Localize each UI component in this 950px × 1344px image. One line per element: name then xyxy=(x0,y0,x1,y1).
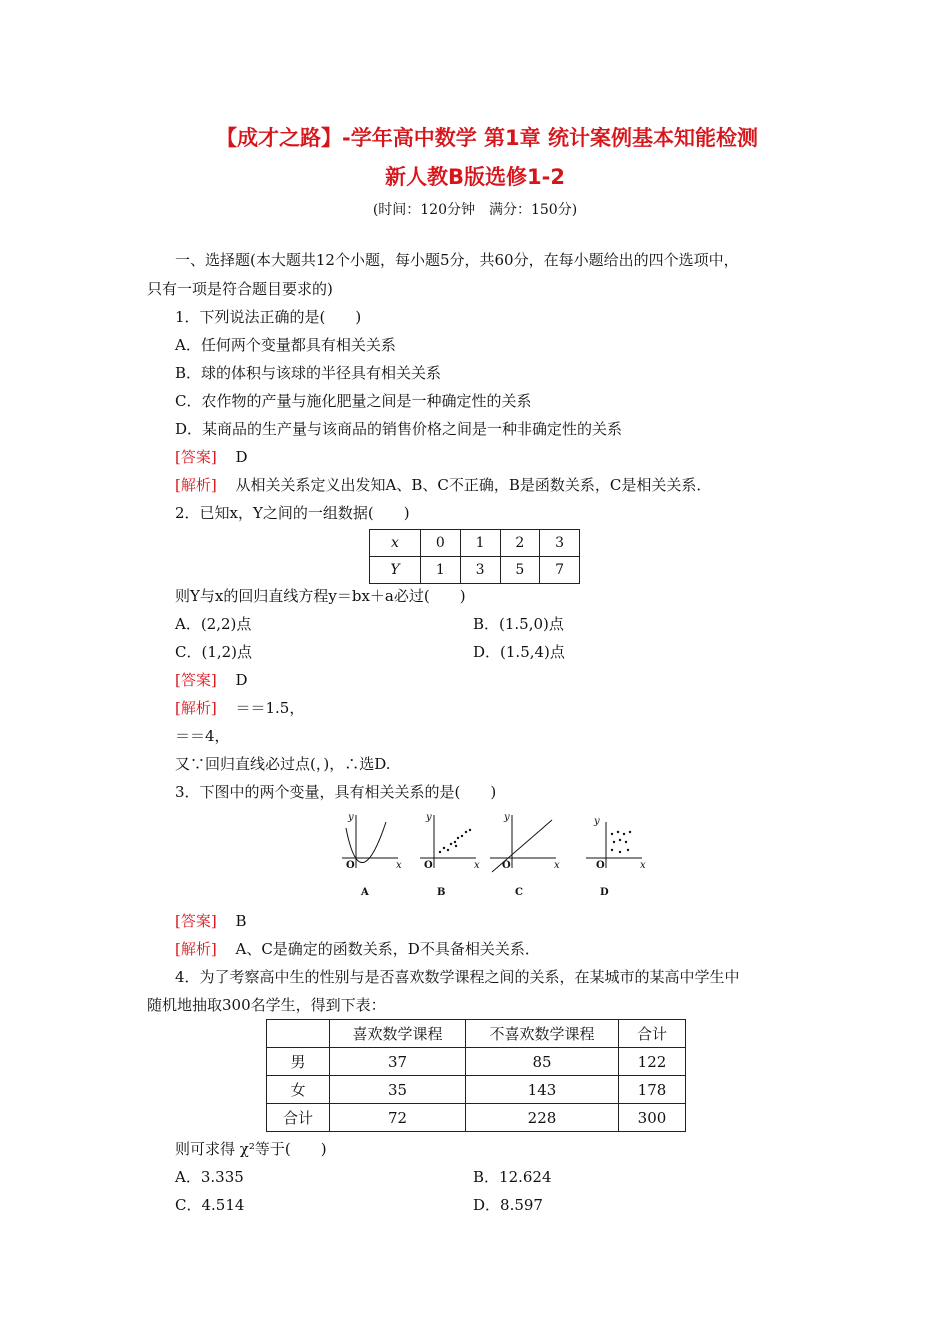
scatter-dot xyxy=(450,843,452,845)
scatter-dot xyxy=(465,831,467,833)
scatter-dot xyxy=(625,841,627,843)
table-cell: 1 xyxy=(460,530,500,557)
axis-label-y: y xyxy=(426,812,432,823)
axis-label-y: y xyxy=(348,812,354,823)
table-cell: 喜欢数学课程 xyxy=(330,1020,466,1048)
scatter-dot xyxy=(619,839,621,841)
table-cell: 72 xyxy=(330,1104,466,1132)
q3-analysis-row xyxy=(175,939,540,959)
table-cell: 228 xyxy=(466,1104,619,1132)
origin-label: O xyxy=(502,860,511,871)
axis-label-y: y xyxy=(504,812,510,823)
q4-option-d: D．8.597 xyxy=(473,1196,543,1214)
table-cell: 3 xyxy=(460,557,500,584)
scatter-dot xyxy=(613,841,615,843)
table-cell: 3 xyxy=(540,530,580,557)
analysis-tag: [解析] xyxy=(175,476,217,494)
table-cell: 37 xyxy=(330,1048,466,1076)
q4-contingency-table xyxy=(266,1019,686,1132)
q4-stem-line1: 4．为了考察高中生的性别与是否喜欢数学课程之间的关系，在某城市的某高中学生中 xyxy=(175,968,740,986)
exam-time-info: (时间：120分钟 满分：150分) xyxy=(372,202,578,218)
q3-answer-row xyxy=(175,911,247,931)
q2-answer: D xyxy=(235,671,248,689)
analysis-tag: [解析] xyxy=(175,940,217,958)
origin-label: O xyxy=(424,860,433,871)
table-cell xyxy=(267,1020,330,1048)
scatter-dot xyxy=(461,835,463,837)
origin-label: O xyxy=(596,860,605,871)
figure-label-c: C xyxy=(515,887,523,898)
scatter-dot xyxy=(619,851,621,853)
q1-option-a: A．任何两个变量都具有相关关系 xyxy=(175,336,396,354)
scatter-dot xyxy=(439,851,441,853)
table-cell: 5 xyxy=(500,557,540,584)
q4-line2: 则可求得 χ²等于( ) xyxy=(175,1140,327,1158)
scatter-dot xyxy=(457,837,459,839)
q3-analysis: A、C是确定的函数关系，D不具备相关关系． xyxy=(235,940,540,958)
q1-answer-row xyxy=(175,447,248,467)
origin-label: O xyxy=(346,860,355,871)
scatter-dot xyxy=(469,829,471,831)
axis-label-x: x xyxy=(474,860,480,871)
q1-analysis: 从相关关系定义出发知A、B、C不正确，B是函数关系，C是相关关系． xyxy=(235,476,712,494)
table-cell: 35 xyxy=(330,1076,466,1104)
q2-option-c: C．(1,2)点 xyxy=(175,643,253,661)
q1-option-c: C．农作物的产量与施化肥量之间是一种确定性的关系 xyxy=(175,392,532,410)
q1-option-d: D．某商品的生产量与该商品的销售价格之间是一种非确定性的关系 xyxy=(175,420,623,438)
q1-analysis-row xyxy=(175,475,711,495)
table-cell: 7 xyxy=(540,557,580,584)
scatter-dot xyxy=(443,847,445,849)
figure-label-b: B xyxy=(437,887,446,898)
q4-option-b: B．12.624 xyxy=(473,1168,552,1186)
q1-answer: D xyxy=(235,448,248,466)
answer-tag: [答案] xyxy=(175,671,217,689)
scatter-dot xyxy=(623,833,625,835)
figure-label-a: A xyxy=(361,887,369,898)
q3-stem: 3．下图中的两个变量，具有相关关系的是( ) xyxy=(175,783,497,801)
table-cell: 男 xyxy=(267,1048,330,1076)
q4-option-a: A．3.335 xyxy=(175,1168,244,1186)
axis-label-x: x xyxy=(554,860,560,871)
q2-option-b: B．(1.5,0)点 xyxy=(473,615,564,633)
figure-label-d: D xyxy=(600,887,609,898)
axis-label-x: x xyxy=(396,860,402,871)
table-cell: 122 xyxy=(619,1048,686,1076)
section-intro-line1: 一、选择题(本大题共12个小题，每小题5分，共60分，在每小题给出的四个选项中， xyxy=(175,251,739,269)
axis-label-x: x xyxy=(640,860,646,871)
scatter-dot xyxy=(627,849,629,851)
table-cell: 143 xyxy=(466,1076,619,1104)
scatter-dot xyxy=(611,849,613,851)
table-cell: 女 xyxy=(267,1076,330,1104)
scatter-dot xyxy=(617,831,619,833)
table-cell: 0 xyxy=(421,530,461,557)
q1-option-b: B．球的体积与该球的半径具有相关关系 xyxy=(175,364,442,382)
q2-stem: 2．已知x，Y之间的一组数据( ) xyxy=(175,504,410,522)
table-cell: 合计 xyxy=(267,1104,330,1132)
linear-line xyxy=(492,820,552,872)
axis-label-y: y xyxy=(594,816,600,827)
table-cell: 178 xyxy=(619,1076,686,1104)
table-cell: 不喜欢数学课程 xyxy=(466,1020,619,1048)
q2-line2: 则Y与x的回归直线方程y＝bx＋a必过( ) xyxy=(175,587,466,605)
q2-analysis-3: 又∵回归直线必过点(，)，∴选D. xyxy=(175,755,391,773)
table-cell: 2 xyxy=(500,530,540,557)
q2-option-a: A．(2,2)点 xyxy=(175,615,252,633)
q2-answer-row xyxy=(175,670,248,690)
section-intro-line2: 只有一项是符合题目要求的) xyxy=(147,280,333,298)
q2-option-d: D．(1.5,4)点 xyxy=(473,643,565,661)
scatter-dot xyxy=(454,841,456,843)
q2-data-table xyxy=(369,529,580,584)
document-title-line1: 【成才之路】-学年高中数学 第1章 统计案例基本知能检测 xyxy=(216,126,758,150)
table-cell: 85 xyxy=(466,1048,619,1076)
document-title-line2: 新人教B版选修1-2 xyxy=(385,165,565,189)
scatter-dot xyxy=(455,845,457,847)
q3-answer: B xyxy=(235,912,247,930)
scatter-dot xyxy=(447,849,449,851)
answer-tag: [答案] xyxy=(175,912,217,930)
scatter-dot xyxy=(611,833,613,835)
q3-scatter-figures xyxy=(330,810,660,905)
analysis-tag: [解析] xyxy=(175,699,217,717)
answer-tag: [答案] xyxy=(175,448,217,466)
q2-analysis-row xyxy=(175,698,304,718)
q1-stem: 1．下列说法正确的是( ) xyxy=(175,308,362,326)
table-cell: x xyxy=(370,530,421,557)
table-cell: 合计 xyxy=(619,1020,686,1048)
q2-analysis-2: ＝＝4， xyxy=(175,727,230,745)
q4-option-c: C．4.514 xyxy=(175,1196,245,1214)
parabola-curve xyxy=(346,822,386,863)
table-cell: 1 xyxy=(421,557,461,584)
scatter-dot xyxy=(629,831,631,833)
table-cell: Y xyxy=(370,557,421,584)
q4-stem-line2: 随机地抽取300名学生，得到下表： xyxy=(147,996,386,1014)
table-cell: 300 xyxy=(619,1104,686,1132)
q2-analysis-1: ＝＝1.5， xyxy=(235,699,305,717)
